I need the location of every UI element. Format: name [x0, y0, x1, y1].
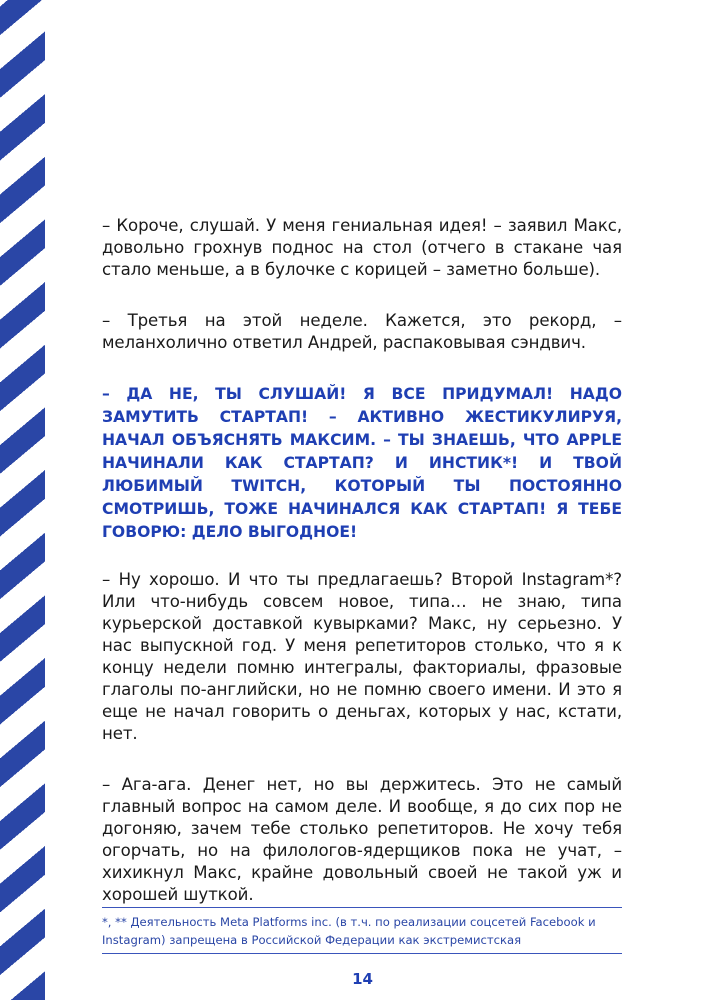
decorative-stripes	[0, 0, 45, 1000]
paragraph-1: – Короче, слушай. У меня гениальная идея! – заявил Макс, довольно грохнув поднос на стол (отчего в стакане чая стало меньше, а в булочке с корицей – заметно больше).	[102, 216, 622, 279]
paragraph-3-highlighted: – ДА НЕ, ТЫ СЛУШАЙ! Я ВСЕ ПРИДУМАЛ! НАДО ЗАМУТИТЬ СТАРТАП! – АКТИВНО ЖЕСТИКУЛИРУЯ, НАЧАЛ ОБЪЯСНЯТЬ МАКСИМ. – ТЫ ЗНАЕШЬ, ЧТО APPLE НАЧИНАЛИ КАК СТАРТАП? И ИНСТИК*! И ТВОЙ ЛЮБИМЫЙ TWITCH, КОТОРЫЙ ТЫ ПОСТОЯННО СМОТРИШЬ, ТОЖЕ НАЧИНАЛСЯ КАК СТАРТАП! Я ТЕБЕ ГОВОРЮ: ДЕЛО ВЫГОДНОЕ!	[102, 385, 622, 541]
footnote: *, ** Деятельность Meta Platforms inc. (в т.ч. по реализации соцсетей Facebook и Instagram) запрещена в Российской Федерации как экстремистская	[102, 915, 596, 947]
page-body	[102, 215, 622, 935]
footnote-divider-top	[102, 907, 622, 908]
paragraph-2: – Третья на этой неделе. Кажется, это рекорд, – меланхолично ответил Андрей, распаковывая сэндвич.	[102, 311, 622, 352]
paragraph-5: – Ага-ага. Денег нет, но вы держитесь. Это не самый главный вопрос на самом деле. И вообще, я до сих пор не догоняю, зачем тебе столько репетиторов. Не хочу тебя огорчать, но на филологов-ядерщиков пока не учат, – хихикнул Макс, крайне довольный своей не такой уж и хорошей шуткой.	[102, 775, 622, 904]
page-number: 14	[352, 970, 373, 988]
footnote-divider-bottom	[102, 953, 622, 954]
paragraph-4: – Ну хорошо. И что ты предлагаешь? Второй Instagram*? Или что-нибудь совсем новое, типа… не знаю, типа курьерской доставкой кувырками? Макс, ну серьезно. У нас выпускной год. У меня репетиторов столько, что я к концу недели помню интегралы, факториалы, фразовые глаголы по-английски, но не помню своего имени. И это я еще не начал говорить о деньгах, которых у нас, кстати, нет.	[102, 570, 622, 743]
